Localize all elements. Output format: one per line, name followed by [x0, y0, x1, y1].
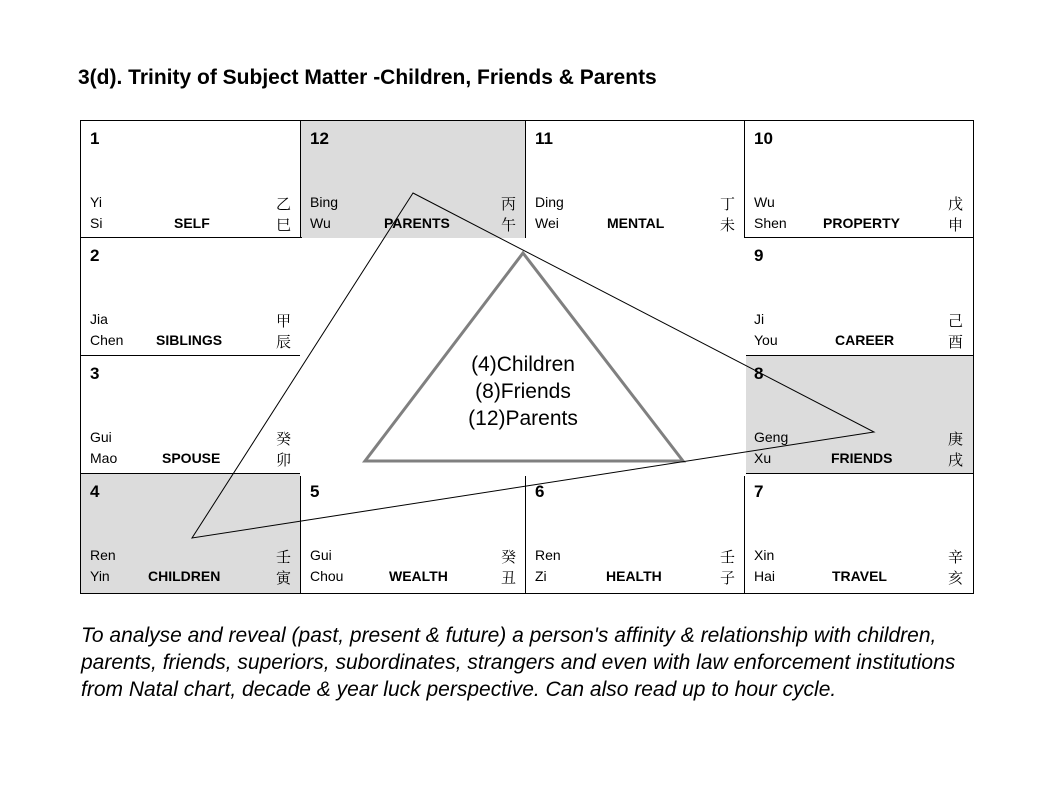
earthly-branch-cn: 酉 [947, 333, 963, 351]
heavenly-stem-cn: 壬 [719, 548, 735, 566]
heavenly-stem-cn: 辛 [947, 548, 963, 566]
earthly-branch-cn: 午 [500, 216, 516, 234]
heavenly-stem: Xin [754, 547, 775, 563]
heavenly-stem-cn: 癸 [500, 548, 516, 566]
earthly-branch: You [754, 332, 778, 348]
heavenly-stem-cn: 庚 [947, 430, 963, 448]
earthly-branch-cn: 申 [947, 216, 963, 234]
heavenly-stem-cn: 戊 [947, 195, 963, 213]
palace-cell [80, 355, 302, 475]
earthly-branch: Chen [90, 332, 124, 348]
earthly-branch: Zi [535, 568, 547, 584]
palace-cell [80, 120, 302, 239]
palace-name: MENTAL [607, 215, 665, 231]
palace-number: 4 [90, 482, 100, 501]
heavenly-stem-cn: 壬 [275, 548, 291, 566]
palace-name: HEALTH [606, 568, 662, 584]
palace-name: SIBLINGS [156, 332, 223, 348]
palace-name: SPOUSE [162, 450, 221, 466]
palace-name: PROPERTY [823, 215, 901, 231]
trinity-friends: (8)Friends [475, 380, 571, 403]
heavenly-stem-cn: 甲 [275, 312, 291, 330]
earthly-branch-cn: 辰 [275, 333, 291, 351]
trinity-children: (4)Children [471, 353, 575, 376]
earthly-branch: Yin [90, 568, 110, 584]
earthly-branch: Chou [310, 568, 344, 584]
palace-cell [525, 120, 746, 239]
palace-cell [300, 120, 527, 239]
palace-number: 9 [754, 246, 764, 265]
palace-number: 6 [535, 482, 545, 501]
palace-cell [744, 473, 974, 594]
palace-cell [744, 237, 974, 357]
palace-number: 8 [754, 364, 764, 383]
heavenly-stem: Ren [90, 547, 116, 563]
heavenly-stem-cn: 己 [947, 312, 963, 330]
palace-cell [80, 473, 302, 594]
heavenly-stem: Geng [754, 429, 789, 445]
heavenly-stem-cn: 乙 [275, 195, 291, 213]
palace-number: 12 [310, 129, 329, 148]
earthly-branch: Xu [754, 450, 772, 466]
palace-name: WEALTH [389, 568, 448, 584]
heavenly-stem-cn: 丁 [719, 195, 735, 213]
heavenly-stem: Ding [535, 194, 564, 210]
heavenly-stem: Ren [535, 547, 561, 563]
heavenly-stem: Gui [310, 547, 332, 563]
palace-number: 3 [90, 364, 100, 383]
palace-name: PARENTS [384, 215, 450, 231]
trinity-parents: (12)Parents [468, 407, 578, 430]
earthly-branch: Hai [754, 568, 776, 584]
palace-name: FRIENDS [831, 450, 893, 466]
palace-cell [744, 355, 974, 475]
heavenly-stem: Bing [310, 194, 339, 210]
earthly-branch: Mao [90, 450, 118, 466]
palace-cell [744, 120, 974, 239]
palace-name: TRAVEL [832, 568, 887, 584]
earthly-branch-cn: 丑 [500, 569, 516, 587]
palace-number: 2 [90, 246, 100, 265]
page-title: 3(d). Trinity of Subject Matter -Children, Friends & Parents [78, 66, 657, 89]
palace-number: 5 [310, 482, 320, 501]
palace-name: CAREER [835, 332, 895, 348]
palace-cell [525, 473, 746, 594]
palace-name: SELF [174, 215, 210, 231]
description: To analyse and reveal (past, present & future) a person's affinity & relationship with children, parents, friends, superiors, subordinates, strangers and even with law enforcement institutions from Natal chart, decade & year luck perspective. Can also read up to hour cycle. [81, 624, 956, 701]
earthly-branch-cn: 卯 [275, 451, 291, 469]
heavenly-stem-cn: 丙 [500, 195, 516, 213]
earthly-branch: Wu [310, 215, 331, 231]
heavenly-stem: Wu [754, 194, 775, 210]
palace-number: 10 [754, 129, 773, 148]
heavenly-stem: Yi [90, 194, 102, 210]
heavenly-stem: Ji [754, 311, 765, 327]
earthly-branch-cn: 寅 [275, 569, 291, 587]
earthly-branch-cn: 亥 [947, 569, 963, 587]
earthly-branch: Shen [754, 215, 787, 231]
palace-cell [80, 237, 302, 357]
earthly-branch-cn: 戌 [947, 451, 963, 469]
earthly-branch-cn: 未 [719, 216, 735, 234]
trinity-label [443, 351, 603, 432]
palace-number: 11 [535, 129, 553, 148]
earthly-branch: Si [90, 215, 103, 231]
heavenly-stem-cn: 癸 [275, 430, 291, 448]
palace-number: 1 [90, 129, 100, 148]
heavenly-stem: Gui [90, 429, 112, 445]
earthly-branch-cn: 子 [719, 569, 735, 587]
palace-name: CHILDREN [148, 568, 221, 584]
palace-cell [300, 473, 527, 594]
palace-number: 7 [754, 482, 764, 501]
earthly-branch: Wei [535, 215, 559, 231]
earthly-branch-cn: 巳 [275, 216, 291, 234]
heavenly-stem: Jia [90, 311, 108, 327]
